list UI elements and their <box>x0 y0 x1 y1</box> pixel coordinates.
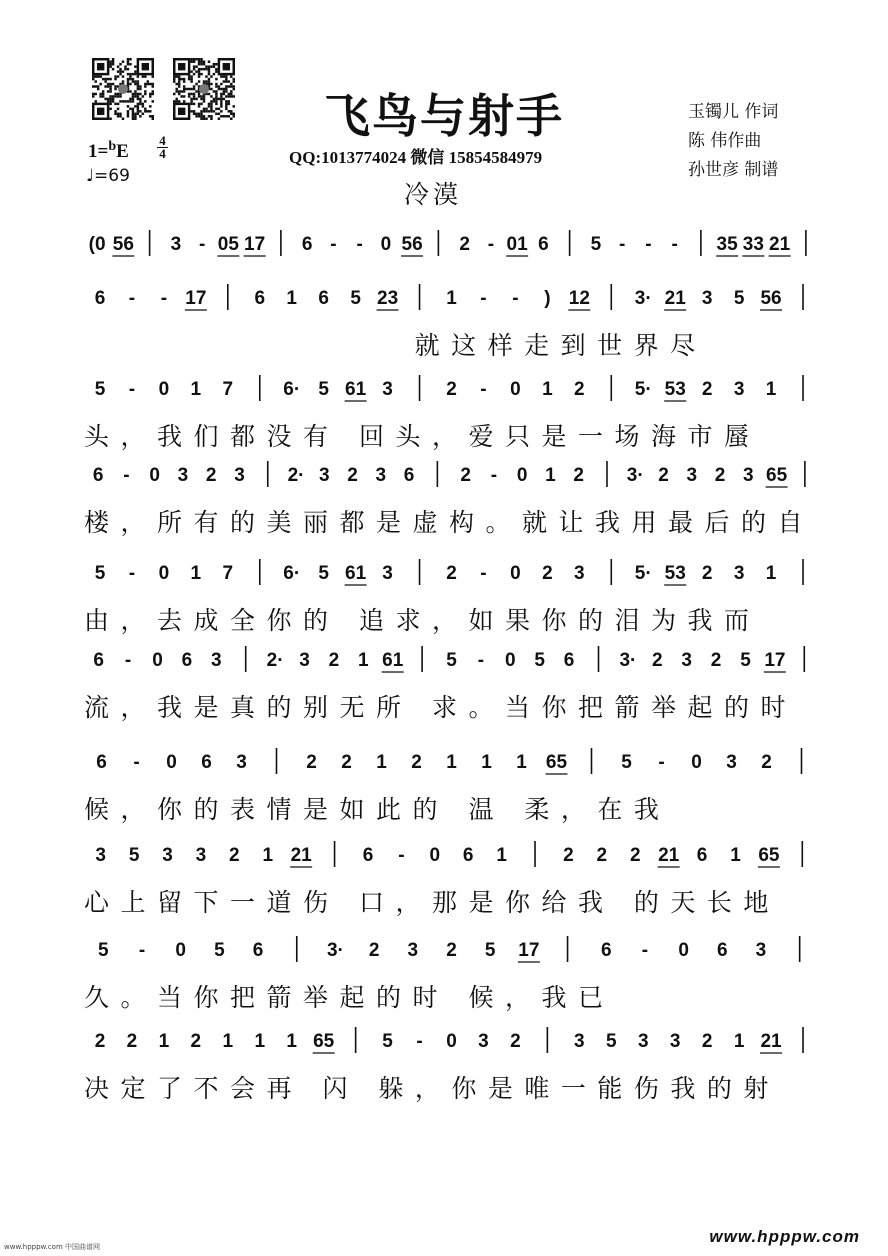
note: 0 <box>380 234 392 255</box>
note: - <box>490 465 498 486</box>
score-row <box>84 839 819 917</box>
note: 6 <box>717 940 728 961</box>
note: 2 <box>347 465 358 486</box>
note: 6· <box>283 379 301 400</box>
note: 2 <box>761 752 772 773</box>
score-row <box>84 1025 819 1103</box>
note: 6· <box>283 563 301 584</box>
note: 1 <box>765 379 777 400</box>
note: 2 <box>701 1031 713 1052</box>
note: 1 <box>286 1031 298 1052</box>
note: 6 <box>181 650 193 671</box>
note: 21 <box>769 234 791 255</box>
note: - <box>480 379 487 400</box>
note: - <box>128 379 136 400</box>
notation-svg <box>84 459 819 493</box>
note: 2 <box>629 845 641 866</box>
note: 56 <box>112 234 134 255</box>
score-row <box>84 459 819 537</box>
note: 21 <box>658 845 680 866</box>
note: - <box>330 234 337 255</box>
note: 3 <box>375 465 387 486</box>
note: 0 <box>166 752 177 773</box>
note: 56 <box>401 234 423 255</box>
note: 5 <box>621 752 632 773</box>
site-watermark: www.hpppw.com <box>709 1227 860 1246</box>
note: 6 <box>362 845 374 866</box>
lyric-line: 候，你的表情是如此的 温 柔，在我 <box>84 795 671 824</box>
note: 61 <box>382 650 404 671</box>
note: 0 <box>158 379 170 400</box>
note: - <box>480 288 487 309</box>
note: - <box>641 940 649 961</box>
note: 1 <box>446 288 457 309</box>
notation-line <box>84 459 819 493</box>
note: 5 <box>382 1031 393 1052</box>
note: 2 <box>205 465 217 486</box>
note: 2 <box>411 752 422 773</box>
note: 3 <box>170 234 182 255</box>
note: 1 <box>190 563 202 584</box>
note: 2 <box>190 1031 202 1052</box>
note: 5 <box>350 288 361 309</box>
note: 2 <box>701 379 713 400</box>
note: ) <box>544 288 551 309</box>
note: 0 <box>429 845 441 866</box>
note: 0 <box>691 752 702 773</box>
note: 2 <box>368 940 380 961</box>
notation-svg <box>84 557 819 591</box>
note: 1 <box>254 1031 266 1052</box>
note: 65 <box>758 845 780 866</box>
note: 05 <box>217 234 239 255</box>
note: 6 <box>96 752 107 773</box>
micro-watermark: www.hpppw.com 中国曲谱网 <box>4 1243 101 1251</box>
note: 2 <box>652 650 663 671</box>
note: 6 <box>92 465 104 486</box>
note: 17 <box>185 288 207 309</box>
note: 2 <box>446 379 457 400</box>
note: 6 <box>94 288 106 309</box>
note: 1 <box>733 1031 745 1052</box>
note: 1 <box>286 288 298 309</box>
key-signature: 1=$^b$E <box>88 139 129 162</box>
note: 61 <box>345 563 367 584</box>
note: 2 <box>573 465 585 486</box>
note: 61 <box>345 379 367 400</box>
note: 3 <box>299 650 310 671</box>
score-row <box>84 282 819 360</box>
note: 2 <box>446 940 457 961</box>
note: 3· <box>326 940 344 961</box>
note: 5· <box>634 563 652 584</box>
note: 1 <box>262 845 274 866</box>
note: 5 <box>98 940 109 961</box>
note: 6 <box>600 940 612 961</box>
note: 5 <box>740 650 751 671</box>
score-row <box>84 644 819 722</box>
note: 5 <box>318 563 329 584</box>
score-row <box>84 934 819 1012</box>
note: 2 <box>542 563 553 584</box>
notation-svg <box>84 644 819 678</box>
note: 3· <box>626 465 644 486</box>
notation-svg <box>84 1025 819 1059</box>
note: 3 <box>177 465 189 486</box>
note: 17 <box>518 940 540 961</box>
note: 3 <box>733 379 745 400</box>
lyric-line: 就这样走到世界尽 <box>84 331 707 360</box>
tempo-marking: ♩=69 <box>86 166 130 186</box>
notation-line <box>84 228 819 262</box>
note: 0 <box>678 940 689 961</box>
note: 0 <box>510 379 521 400</box>
note: - <box>128 563 136 584</box>
note: 3 <box>236 752 247 773</box>
credits <box>688 98 778 185</box>
note: 2 <box>658 465 669 486</box>
note: 1 <box>516 752 527 773</box>
note: 35 <box>716 234 738 255</box>
note: - <box>645 234 652 255</box>
note: 17 <box>764 650 786 671</box>
note: 12 <box>568 288 590 309</box>
note: 65 <box>545 752 568 773</box>
note: 1 <box>158 1031 170 1052</box>
note: 3 <box>211 650 222 671</box>
note: 2 <box>328 650 340 671</box>
note: 2 <box>306 752 317 773</box>
note: - <box>128 288 136 309</box>
note: 65 <box>766 465 788 486</box>
note: 3 <box>726 752 737 773</box>
note: 5 <box>534 650 545 671</box>
note: - <box>512 288 519 309</box>
note: 3 <box>574 563 585 584</box>
note: 2 <box>460 465 471 486</box>
note: 33 <box>742 234 764 255</box>
note: 3 <box>733 563 745 584</box>
notation-line <box>84 282 819 316</box>
note: 1 <box>730 845 741 866</box>
note: - <box>658 752 665 773</box>
note: 6 <box>563 650 575 671</box>
arranger-credit: 孙世彦 制谱 <box>688 160 779 180</box>
note: 0 <box>152 650 163 671</box>
note: 0 <box>175 940 186 961</box>
note: 1 <box>358 650 369 671</box>
note: 6 <box>93 650 104 671</box>
note: - <box>480 563 487 584</box>
note: 2 <box>710 650 722 671</box>
notation-line <box>84 1025 819 1059</box>
note: - <box>138 940 146 961</box>
note: 53 <box>664 563 686 584</box>
note: 3 <box>478 1031 489 1052</box>
score-row <box>84 746 819 824</box>
note: 53 <box>664 379 686 400</box>
contact-info: QQ:1013774024 微信 15854584979 <box>289 148 543 167</box>
note: 5 <box>484 940 496 961</box>
note: 1 <box>376 752 387 773</box>
note: 3 <box>637 1031 649 1052</box>
note: 0 <box>505 650 516 671</box>
note: 2 <box>714 465 726 486</box>
notation-svg <box>84 934 819 968</box>
note: 6 <box>696 845 708 866</box>
time-signature: 4 4 <box>157 135 168 160</box>
note: - <box>477 650 485 671</box>
lyricist-credit: 玉镯儿 作词 <box>688 102 779 122</box>
notation-line <box>84 934 819 968</box>
notation-line <box>84 373 819 407</box>
note: 56 <box>760 288 782 309</box>
note: 3 <box>574 1031 585 1052</box>
note: 1 <box>446 752 457 773</box>
note: 6 <box>201 752 212 773</box>
note: 17 <box>244 234 266 255</box>
note: 5 <box>318 379 329 400</box>
note: 5 <box>590 234 602 255</box>
note: 1 <box>222 1031 234 1052</box>
note: 3 <box>162 845 173 866</box>
note: 2 <box>94 1031 106 1052</box>
note: 2 <box>229 845 240 866</box>
note: 2 <box>341 752 352 773</box>
lyric-line: 楼，所有的美丽都是虚构。就让我用最后的自 <box>84 508 815 537</box>
note: - <box>487 234 495 255</box>
lyric-line: 心上留下一道伤 口，那是你给我 的天长地 <box>84 888 780 917</box>
note: - <box>618 234 626 255</box>
note: 3· <box>634 288 652 309</box>
note: 7 <box>222 563 234 584</box>
note: 2 <box>126 1031 138 1052</box>
lyric-line: 头，我们都没有 回头，爱只是一场海市蜃 <box>84 422 761 451</box>
note: 0 <box>510 563 521 584</box>
notation-svg <box>84 282 819 316</box>
note: 3 <box>743 465 754 486</box>
note: 1 <box>542 379 553 400</box>
note: 2· <box>287 465 305 486</box>
notation-line <box>84 644 819 678</box>
note: 3 <box>234 465 245 486</box>
note: 3 <box>382 379 393 400</box>
note: 21 <box>290 845 312 866</box>
note: 6 <box>252 940 264 961</box>
note: 1 <box>496 845 507 866</box>
note: - <box>124 650 132 671</box>
note: 3 <box>195 845 207 866</box>
note: 3 <box>95 845 106 866</box>
note: 3 <box>407 940 419 961</box>
note: 6 <box>538 234 549 255</box>
notation-svg <box>84 373 819 407</box>
note: 5 <box>733 288 745 309</box>
note: 2· <box>266 650 284 671</box>
quarter-note-icon: ♩ <box>86 166 95 186</box>
note: 5 <box>446 650 457 671</box>
note: - <box>398 845 405 866</box>
note: 7 <box>222 379 234 400</box>
note: 65 <box>313 1031 335 1052</box>
notation-svg <box>84 228 819 262</box>
notation-svg <box>84 839 819 873</box>
note: 2 <box>701 563 713 584</box>
note: 1 <box>190 379 202 400</box>
note: 2 <box>446 563 457 584</box>
note: - <box>123 465 130 486</box>
note: 0 <box>446 1031 457 1052</box>
note: 0 <box>516 465 528 486</box>
note: 6 <box>301 234 313 255</box>
note: 5 <box>214 940 225 961</box>
notation-line <box>84 839 819 873</box>
note: - <box>356 234 363 255</box>
note: 2 <box>510 1031 521 1052</box>
note: - <box>416 1031 423 1052</box>
score-row <box>84 228 819 262</box>
note: 0 <box>149 465 160 486</box>
notation-line <box>84 557 819 591</box>
song-title: 飞鸟与射手 <box>324 89 564 143</box>
note: 3 <box>755 940 767 961</box>
note: 01 <box>506 234 528 255</box>
note: 6 <box>318 288 329 309</box>
note: 2 <box>596 845 608 866</box>
note: 2 <box>563 845 574 866</box>
lyric-line: 久。当你把箭举起的时 候，我已 <box>84 983 615 1012</box>
note: 5· <box>634 379 652 400</box>
note: - <box>198 234 206 255</box>
note: 6 <box>462 845 474 866</box>
notation-svg <box>84 746 819 780</box>
singer-name: 冷漠 <box>404 180 463 209</box>
note: 3 <box>701 288 713 309</box>
lyric-line: 决定了不会再 闪 躲，你是唯一能伤我的射 <box>84 1074 780 1103</box>
notation-line <box>84 746 819 780</box>
lyric-line: 流，我是真的别无所 求。当你把箭举起的时 <box>84 693 797 722</box>
note: 5 <box>94 563 106 584</box>
note: 3 <box>382 563 393 584</box>
note: 5 <box>605 1031 617 1052</box>
note: 6 <box>254 288 266 309</box>
note: 3 <box>318 465 330 486</box>
score-row <box>84 373 819 451</box>
note: 2 <box>574 379 585 400</box>
composer-credit: 陈 伟作曲 <box>688 131 762 151</box>
note: 5 <box>94 379 106 400</box>
note: 0 <box>158 563 170 584</box>
note: 1 <box>481 752 492 773</box>
note: 1 <box>765 563 777 584</box>
score-row <box>84 557 819 635</box>
note: 6 <box>403 465 415 486</box>
note: - <box>671 234 678 255</box>
note: 23 <box>377 288 399 309</box>
note: 3· <box>619 650 637 671</box>
note: 5 <box>128 845 140 866</box>
note: 3 <box>669 1031 681 1052</box>
note: 3 <box>681 650 692 671</box>
lyric-line: 由，去成全你的 追求，如果你的泪为我而 <box>84 606 761 635</box>
note: 3 <box>686 465 698 486</box>
note: 2 <box>459 234 470 255</box>
note: - <box>133 752 140 773</box>
note: 21 <box>760 1031 782 1052</box>
note: - <box>160 288 168 309</box>
note: (0 <box>88 234 106 255</box>
note: 1 <box>545 465 556 486</box>
note: 21 <box>664 288 686 309</box>
